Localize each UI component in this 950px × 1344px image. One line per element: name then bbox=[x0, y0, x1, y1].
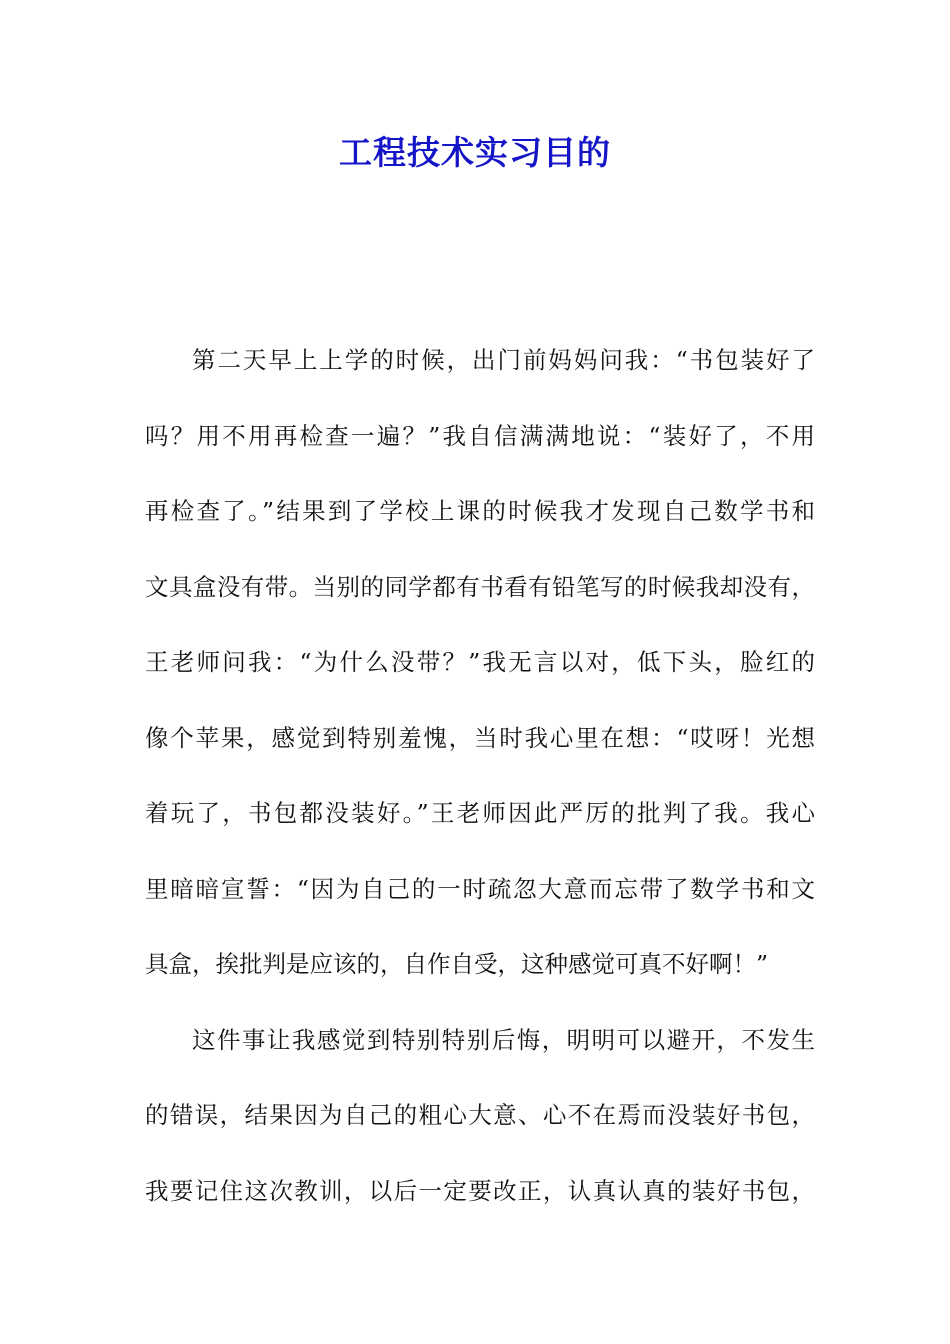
paragraph-2-line-2: 的错误，结果因为自己的粗心大意、心不在焉而没装好书包， bbox=[145, 1101, 815, 1129]
paragraph-2-line-1: 这件事让我感觉到特别特别后悔，明明可以避开，不发生 bbox=[192, 1025, 815, 1054]
document-title: 工程技术实习目的 bbox=[339, 133, 611, 172]
paragraph-2-line-3: 我要记住这次教训，以后一定要改正，认真认真的装好书包， bbox=[145, 1176, 815, 1205]
paragraph-1-line-9: 具盒，挨批判是应该的，自作自受，这种感觉可真不好啊！” bbox=[145, 950, 769, 978]
paragraph-1-line-1: 第二天早上上学的时候，出门前妈妈问我：“书包装好了 bbox=[192, 346, 815, 374]
paragraph-1-line-4: 文具盒没有带。当别的同学都有书看有铅笔写的时候我却没有， bbox=[145, 572, 815, 601]
paragraph-1-line-7: 着玩了，书包都没装好。”王老师因此严厉的批判了我。我心 bbox=[145, 799, 815, 827]
paragraph-1-line-8: 里暗暗宣誓：“因为自己的一时疏忽大意而忘带了数学书和文 bbox=[145, 874, 815, 903]
paragraph-1-line-2: 吗？用不用再检查一遍？”我自信满满地说：“装好了，不用 bbox=[145, 421, 815, 450]
paragraph-1-line-3: 再检查了。”结果到了学校上课的时候我才发现自己数学书和 bbox=[145, 497, 815, 525]
document-body bbox=[145, 335, 815, 1241]
paragraph-1-line-5: 王老师问我：“为什么没带？”我无言以对，低下头，脸红的 bbox=[145, 648, 815, 676]
paragraph-1-line-6: 像个苹果，感觉到特别羞愧，当时我心里在想：“哎呀！光想 bbox=[145, 723, 815, 752]
